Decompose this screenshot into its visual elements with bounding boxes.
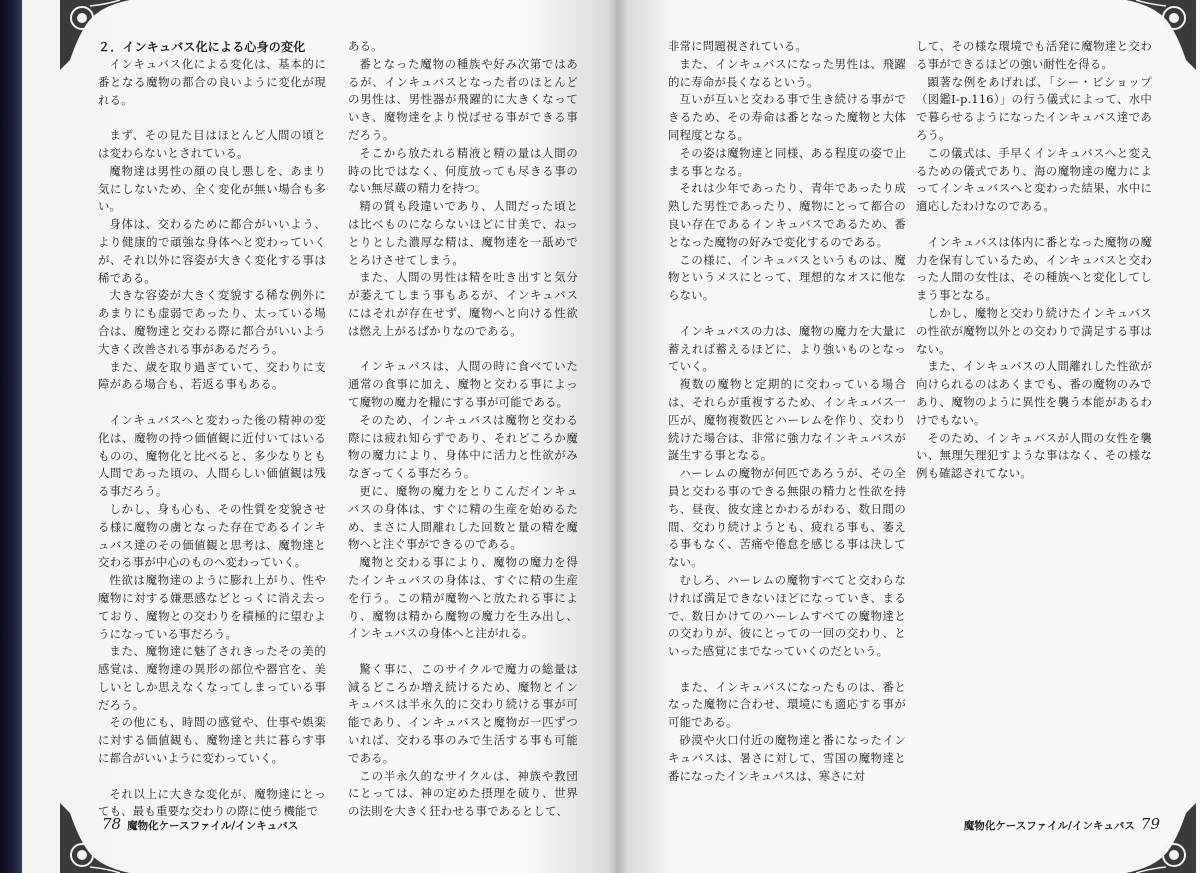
body-paragraph: むしろ、ハーレムの魔物すべてと交わらなければ満足できないほどになっていき、まるで、数日かけてのハーレムすべての魔物達との交わりが、彼にとっての一回の交わり、といった感覚にまでなっていくのだという。	[668, 572, 906, 659]
body-paragraph: 身体は、交わるために都合がいいよう、より健康的で頑強な身体へと変わっていくが、それ以外に容姿が大きく変化する事は稀である。	[98, 217, 326, 285]
section-heading: ２．インキュバス化による心身の変化	[98, 40, 306, 54]
paragraph-list	[916, 38, 1152, 483]
left-column-1	[98, 38, 326, 821]
running-footer: 魔物化ケースファイル/インキュバス	[127, 820, 299, 832]
running-footer: 魔物化ケースファイル/インキュバス	[963, 820, 1135, 832]
body-paragraph: そこから放たれる精液と精の量は人間の時の比ではなく、何度放っても尽きる事のない無尽蔵の精力を持つ。	[348, 145, 578, 196]
body-paragraph: また、インキュバスになった男性は、飛躍的に寿命が長くなるという。	[668, 56, 906, 89]
corner-ornament-icon	[1126, 803, 1196, 873]
body-paragraph: インキュバスは体内に番となった魔物の魔力を保有しているため、インキュバスと交わった人間の女性は、その種族へと変化してしまう事となる。	[916, 234, 1152, 303]
body-paragraph: しかし、魔物と交わり続けたインキュバスの性欲が魔物以外との交わりで満足する事はない。	[916, 305, 1152, 356]
paragraph-break	[668, 661, 906, 679]
book-spread	[18, 0, 1200, 873]
body-paragraph: 性欲は魔物達のように膨れ上がり、性や魔物に対する嫌悪感などとっくに消え去っており、魔物との交わりを積極的に望むようになっている事だろう。	[98, 573, 326, 641]
body-paragraph: インキュバスは、人間の時に食べていた通常の食事に加え、魔物と交わる事によって魔物の魔力を糧にする事が可能である。	[348, 359, 578, 409]
body-paragraph: それ以上に大きな変化が、魔物達にとっても、最も重要な交わりの際に使う機能で	[98, 786, 326, 819]
body-paragraph: ある。	[348, 39, 383, 53]
paragraph-break	[98, 768, 326, 786]
body-paragraph: また、インキュバスになったものは、番となった魔物に合わせ、環境にも適応する事が可能である。	[668, 679, 906, 730]
body-paragraph: また、人間の男性は精を吐き出すと気分が萎えてしまう事もあるが、インキュバスにはそれが存在せず、魔物へと向ける性欲は燃え上がるばかりなのである。	[348, 270, 578, 338]
body-paragraph: 番となった魔物の種族や好み次第ではあるが、インキュバスとなった者のほとんどの男性は、男性器が飛躍的に大きくなっていき、魔物達をより悦ばせる事ができる事だろう。	[348, 56, 578, 142]
body-paragraph: そのため、インキュバスが人間の女性を襲い、無理矢理犯すような事はなく、その様な例も確認されてない。	[916, 430, 1152, 481]
body-paragraph: まず、その見た目はほとんど人間の頃とは変わらないとされている。	[98, 128, 326, 160]
paragraph-list	[98, 56, 326, 821]
paragraph-break	[98, 394, 326, 412]
body-paragraph: 大きな容姿が大きく変貌する稀な例外にあまりにも虚弱であったり、太っている場合は、魔物達と交わる際に都合がいいよう大きく改善される事があるだろう。	[98, 288, 326, 356]
right-footer	[964, 815, 1160, 833]
body-paragraph: 更に、魔物の魔力をとりこんだインキュバスの身体は、すぐに精の生産を始めるため、まさに人間離れした回数と量の精を魔物へと注ぐ事ができるのである。	[348, 483, 578, 552]
body-paragraph: そのため、インキュバスは魔物と交わる際には疲れ知らずであり、それどころか魔物の魔力により、身体中に活力と性欲がみなぎってくる事だろう。	[348, 412, 578, 481]
body-paragraph: 顕著な例をあげれば、「シー・ビショップ（図鑑Ⅰ-p.116）」の行う儀式によって、水中で暮らせるようになったインキュバス達であろう。	[916, 74, 1152, 142]
book-gutter	[608, 0, 628, 873]
body-paragraph: この半永久的なサイクルは、神族や教団にとっては、神の定めた摂理を破り、世界の法則を大きく狂わせる事であるとして、	[348, 768, 578, 819]
body-paragraph: ハーレムの魔物が何匹であろうが、その全員と交わる事のできる無限の精力と性欲を持ち、昼夜、彼女達とかわるがわる、数日間の間、交わり続けようとも、疲れる事も、萎える事もなく、苦痛や倦怠を感じる事は決してない。	[668, 466, 906, 570]
body-paragraph: 砂漠や火口付近の魔物達と番になったインキュバスは、暑さに対して、雪国の魔物達と番になったインキュバスは、寒さに対	[668, 733, 906, 783]
paragraph-break	[668, 305, 906, 323]
body-paragraph: また、歳を取り過ぎていて、交わりに支障がある場合も、若返る事もある。	[98, 359, 326, 392]
body-paragraph: して、その様な環境でも活発に魔物達と交わる事ができるほどの強い耐性を得る。	[916, 39, 1152, 71]
paragraph-break	[916, 216, 1152, 234]
body-paragraph: その他にも、時間の感覚や、仕事や娯楽に対する価値観も、魔物達と共に暮らす事に都合がいいように変わっていく。	[98, 715, 326, 766]
paragraph-break	[348, 341, 578, 359]
body-paragraph: 複数の魔物と定期的に交わっている場合は、それらが重複するため、インキュバス一匹が、魔物複数匹とハーレムを作り、交わり続けた場合は、非常に強力なインキュバスが誕生する事となる。	[668, 377, 906, 463]
body-paragraph: 魔物達は男性の顔の良し悪しを、あまり気にしないため、全く変化が無い場合も多い。	[98, 163, 326, 214]
paragraph-break	[348, 643, 578, 661]
body-paragraph: また、魔物達に魅了されきったその美的感覚は、魔物達の異形の部位や器官を、美しいとしか思えなくなってしまっている事だろう。	[98, 644, 326, 712]
page-number: 78	[102, 815, 122, 833]
right-column-2	[916, 38, 1152, 483]
body-paragraph: この様に、インキュバスというものは、魔物というメスにとって、理想的なオスに他ならない。	[668, 252, 906, 303]
paragraph-list	[348, 38, 578, 821]
paragraph-break	[98, 109, 326, 127]
body-paragraph: 驚く事に、このサイクルで魔力の総量は減るどころか増え続けるため、魔物とインキュバスは半永久的に交わり続ける事が可能であり、インキュバスと魔物が一匹ずついれば、交わる事のみで生活する事も可能である。	[348, 661, 578, 765]
body-paragraph: 精の質も段違いであり、人間だった頃とは比べものにならないほどに甘美で、ねっとりとした濃厚な精は、魔物達を一舐めでとろけさせてしまう。	[348, 199, 578, 267]
body-paragraph: インキュバス化による変化は、基本的に番となる魔物の都合の良いように変化が現れる。	[98, 57, 326, 107]
body-paragraph: 非常に問題視されている。	[668, 39, 808, 53]
paragraph-list	[668, 38, 906, 785]
right-column-1	[668, 38, 906, 785]
body-paragraph: 互いが互いと交わる事で生き続ける事ができるため、その寿命は番となった魔物と大体同程度となる。	[668, 92, 906, 142]
body-paragraph: 魔物と交わる事により、魔物の魔力を得たインキュバスの身体は、すぐに精の生産を行う。この精が魔物へと放たれる事により、魔物は精から魔物の魔力を生み出し、インキュバスの身体へと注がれる。	[348, 555, 578, 641]
body-paragraph: その姿は魔物達と同様、ある程度の姿で止まる事となる。	[668, 145, 906, 178]
left-column-2	[348, 38, 578, 821]
body-paragraph: それは少年であったり、青年であったり成熟した男性であったり、魔物にとって都合の良い存在であるインキュバスであるため、番となった魔物の好みで変化するのである。	[668, 181, 906, 249]
body-paragraph: インキュバスへと変わった後の精神の変化は、魔物の持つ価値観に近付いてはいるものの、魔物化と比べると、多少なりとも人間であった頃の、人間らしい価値観は残る事だろう。	[98, 412, 326, 499]
left-page	[22, 0, 616, 873]
body-paragraph: インキュバスの力は、魔物の魔力を大量に蓄えれば蓄えるほどに、より強いものとなっていく。	[668, 323, 906, 374]
right-page	[616, 0, 1200, 873]
body-paragraph: また、インキュバスの人間離れした性欲が向けられるのはあくまでも、番の魔物のみであり、魔物のように異性を襲う本能があるわけでもない。	[916, 359, 1152, 427]
body-paragraph: この儀式は、手早くインキュバスへと変えるための儀式であり、海の魔物達の魔力によってインキュバスへと変わった結果、水中に適応したわけなのである。	[916, 145, 1152, 214]
body-paragraph: しかし、身も心も、その性質を変貌させる様に魔物の虜となった存在であるインキュバス達のその価値観と思考は、魔物達と交わる事が中心のものへ変わっていく。	[98, 501, 326, 570]
page-number: 79	[1140, 815, 1160, 833]
left-footer	[102, 815, 298, 833]
